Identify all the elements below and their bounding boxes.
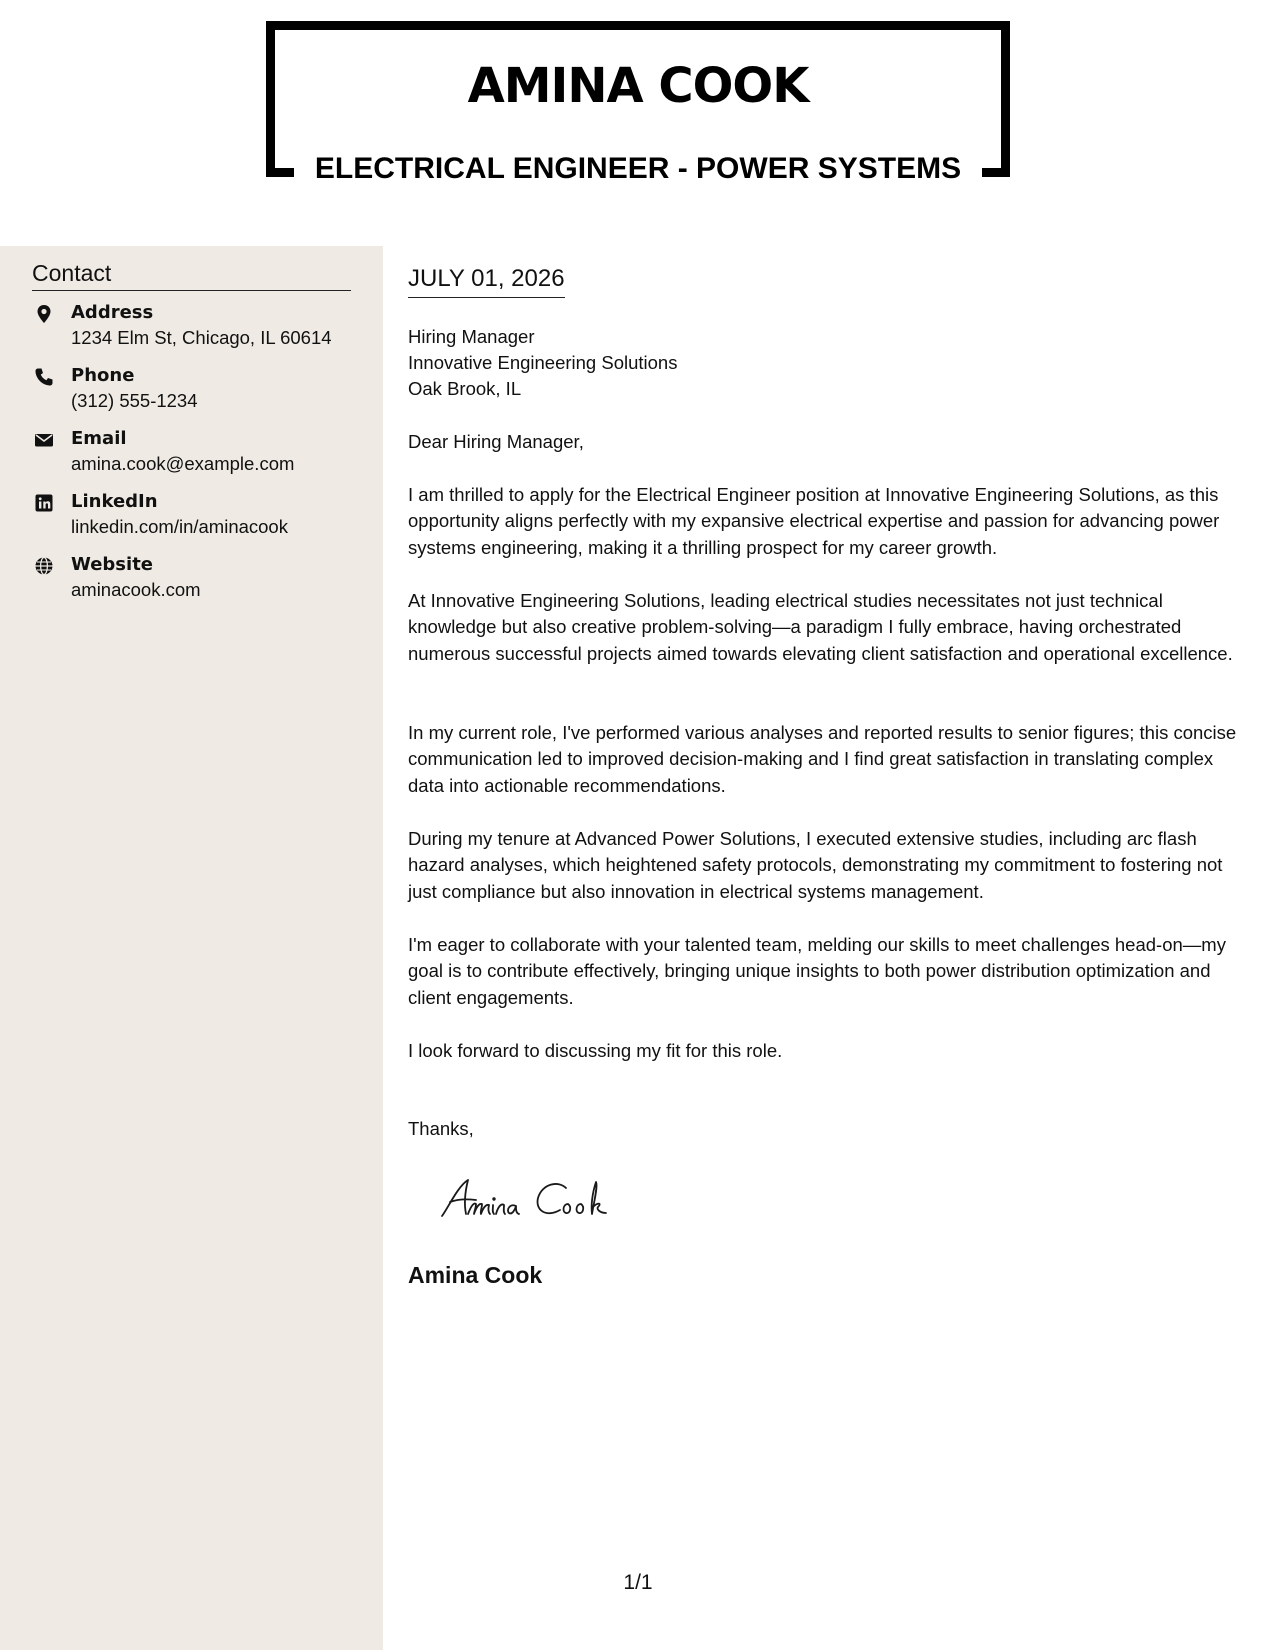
body-paragraph: I am thrilled to apply for the Electrical Engineer position at Innovative Engineering Solutions, as this opportunity aligns perfectly with my expansive electrical expertise and passion for advancing power systems engineering, making it a thrilling prospect for my career growth. — [408, 484, 1220, 558]
envelope-icon — [34, 430, 54, 450]
letter-date: JULY 01, 2026 — [408, 265, 565, 298]
body-paragraph: In my current role, I've performed various analyses and reported results to senior figures; this concise communication led to improved decision-making and I find great satisfaction in translating complex data into actionable recommendations. — [408, 722, 1237, 796]
globe-icon — [34, 556, 54, 576]
recipient-location: Oak Brook, IL — [408, 378, 522, 399]
contact-label: Address — [71, 302, 154, 323]
frame-top-bar — [266, 21, 1010, 30]
contact-value: 1234 Elm St, Chicago, IL 60614 — [71, 327, 332, 348]
contact-value: (312) 555-1234 — [71, 390, 198, 411]
contact-item-phone — [32, 365, 372, 419]
contact-item-address — [32, 302, 372, 356]
handwritten-signature — [438, 1174, 648, 1224]
contact-item-linkedin — [32, 491, 372, 545]
contact-value: amina.cook@example.com — [71, 453, 295, 474]
job-title: ELECTRICAL ENGINEER - POWER SYSTEMS — [314, 152, 962, 185]
recipient-company: Innovative Engineering Solutions — [408, 352, 678, 373]
contact-value: linkedin.com/in/aminacook — [71, 516, 288, 537]
contact-label: Website — [71, 554, 154, 575]
linkedin-icon — [34, 493, 54, 513]
phone-icon — [34, 367, 54, 387]
contact-label: Phone — [71, 365, 135, 386]
contact-item-website — [32, 554, 372, 608]
contact-item-email — [32, 428, 372, 482]
recipient-name: Hiring Manager — [408, 326, 535, 347]
body-paragraph: I look forward to discussing my fit for this role. — [408, 1040, 783, 1061]
contact-value: aminacook.com — [71, 579, 201, 600]
map-pin-icon — [34, 304, 54, 324]
closing: Thanks, — [408, 1118, 474, 1139]
applicant-name: AMINA COOK — [467, 58, 809, 114]
body-paragraph: At Innovative Engineering Solutions, leading electrical studies necessitates not just technical knowledge but also creative problem-solving—a paradigm I fully embrace, having orchestrated numerous successful projects aimed towards elevating client satisfaction and operational excellence. — [408, 590, 1233, 664]
contact-heading: Contact — [32, 260, 351, 291]
signer-name: Amina Cook — [408, 1262, 543, 1288]
recipient-block — [408, 324, 677, 402]
body-paragraph: During my tenure at Advanced Power Solutions, I executed extensive studies, including arc flash hazard analyses, which heightened safety protocols, demonstrating my commitment to fostering not just compliance but also innovation in electrical systems management. — [408, 828, 1223, 902]
salutation: Dear Hiring Manager, — [408, 431, 584, 452]
body-paragraph: I'm eager to collaborate with your talented team, melding our skills to meet challenges head-on—my goal is to contribute effectively, bringing unique insights to both power distribution optimization and client engagements. — [408, 934, 1226, 1008]
contact-label: LinkedIn — [71, 491, 158, 512]
page-number: 1/1 — [623, 1571, 653, 1594]
contact-label: Email — [71, 428, 127, 449]
